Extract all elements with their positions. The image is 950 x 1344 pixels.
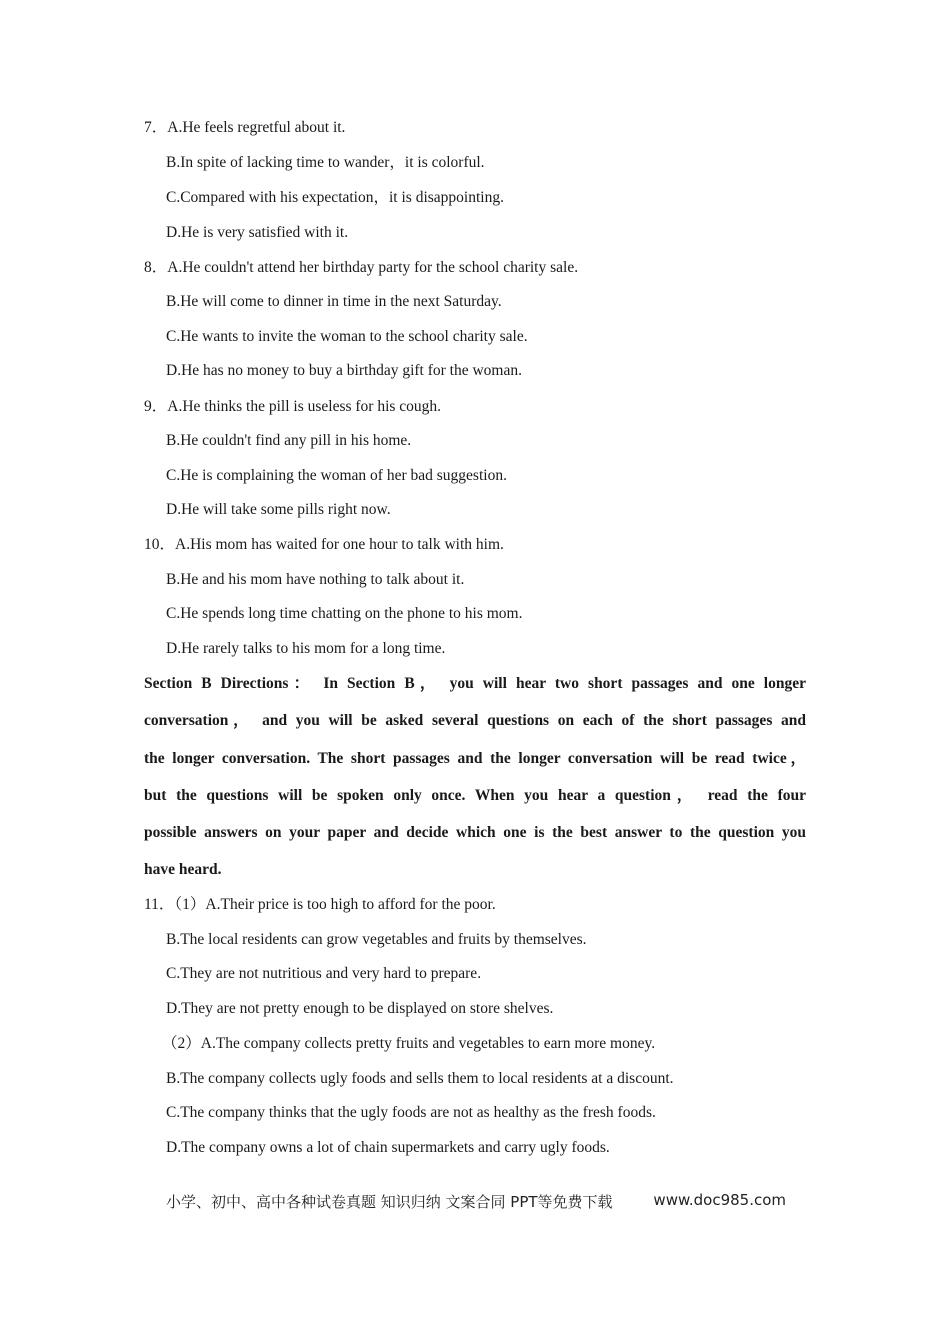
section-b-directions-line-1: Section B Directions： In Section B， you will hear two short passages and one longer bbox=[144, 675, 806, 692]
section-b-directions-line-3: the longer conversation. The short passages and the longer conversation will be read twice， bbox=[144, 750, 806, 767]
question-8-stem: 8．A.He couldn't attend her birthday party for the school charity sale. bbox=[144, 259, 579, 276]
question-10-option-b: B.He and his mom have nothing to talk about it. bbox=[166, 571, 465, 588]
section-b-directions-line-2: conversation， and you will be asked several questions on each of the short passages and bbox=[144, 712, 806, 729]
question-11-2-option-c: C.The company thinks that the ugly foods are not as healthy as the fresh foods. bbox=[166, 1104, 656, 1121]
question-11-2-option-d: D.The company owns a lot of chain supermarkets and carry ugly foods. bbox=[166, 1139, 610, 1156]
question-9-option-d: D.He will take some pills right now. bbox=[166, 501, 391, 518]
section-b-directions-line-6: have heard. bbox=[144, 861, 222, 878]
question-10-stem: 10．A.His mom has waited for one hour to talk with him. bbox=[144, 536, 504, 553]
section-b-directions-line-5: possible answers on your paper and decide which one is the best answer to the question you bbox=[144, 824, 806, 841]
question-11-stem: 11．（1）A.Their price is too high to afford for the poor. bbox=[144, 896, 496, 913]
question-8-option-c: C.He wants to invite the woman to the school charity sale. bbox=[166, 328, 528, 345]
question-7-option-c: C.Compared with his expectation，it is disappointing. bbox=[166, 189, 504, 206]
footer-promo-text: 小学、初中、高中各种试卷真题 知识归纳 文案合同 PPT等免费下载 bbox=[166, 1193, 613, 1211]
footer-site-link[interactable]: www.doc985.com bbox=[653, 1191, 786, 1209]
question-8-option-b: B.He will come to dinner in time in the next Saturday. bbox=[166, 293, 502, 310]
section-b-directions-line-4: but the questions will be spoken only once. When you hear a question， read the four bbox=[144, 787, 806, 804]
question-9-option-b: B.He couldn't find any pill in his home. bbox=[166, 432, 412, 449]
question-7-stem: 7．A.He feels regretful about it. bbox=[144, 119, 346, 136]
question-11-1-option-d: D.They are not pretty enough to be displayed on store shelves. bbox=[166, 1000, 554, 1017]
question-11-2-stem: （2）A.The company collects pretty fruits and vegetables to earn more money. bbox=[162, 1035, 656, 1052]
page-footer bbox=[166, 1191, 786, 1213]
question-11-1-option-c: C.They are not nutritious and very hard to prepare. bbox=[166, 965, 482, 982]
question-10-option-c: C.He spends long time chatting on the phone to his mom. bbox=[166, 605, 523, 622]
question-7-option-d: D.He is very satisfied with it. bbox=[166, 224, 349, 241]
question-7-option-b: B.In spite of lacking time to wander，it is colorful. bbox=[166, 154, 485, 171]
question-9-stem: 9．A.He thinks the pill is useless for his cough. bbox=[144, 398, 442, 415]
question-11-1-option-b: B.The local residents can grow vegetables and fruits by themselves. bbox=[166, 931, 587, 948]
question-9-option-c: C.He is complaining the woman of her bad suggestion. bbox=[166, 467, 507, 484]
question-8-option-d: D.He has no money to buy a birthday gift for the woman. bbox=[166, 362, 522, 379]
question-10-option-d: D.He rarely talks to his mom for a long time. bbox=[166, 640, 446, 657]
question-11-2-option-b: B.The company collects ugly foods and sells them to local residents at a discount. bbox=[166, 1070, 674, 1087]
